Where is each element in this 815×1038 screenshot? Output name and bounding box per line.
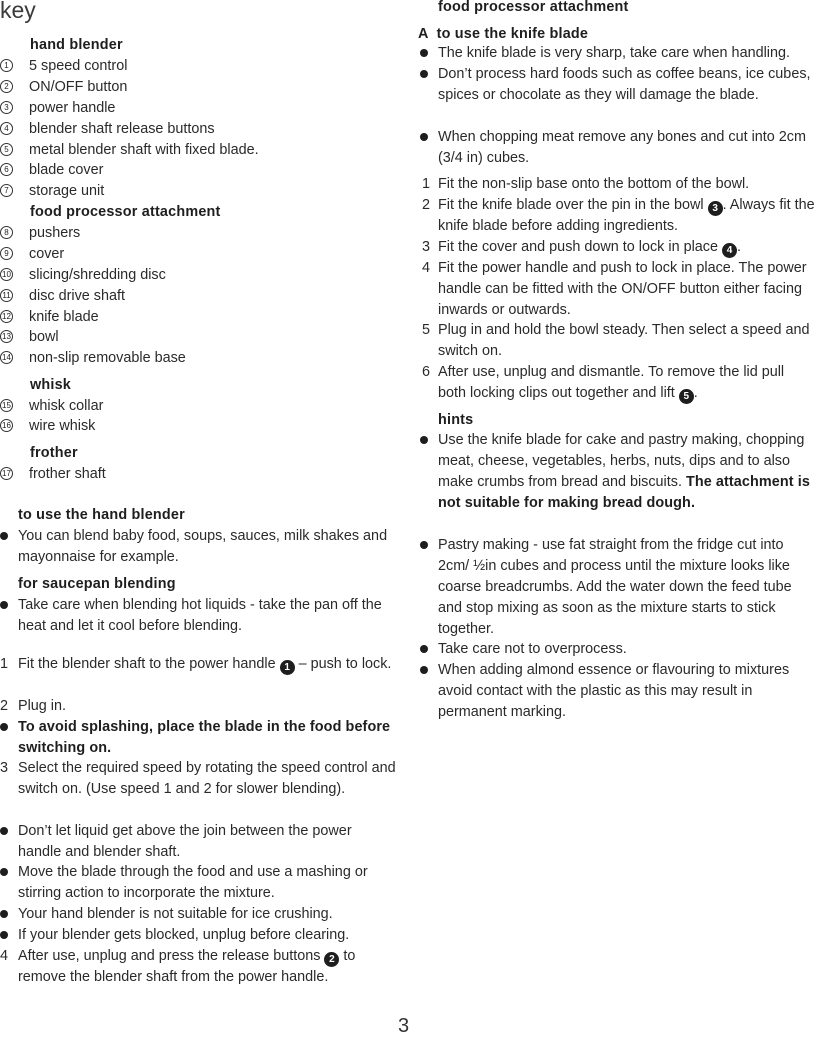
food-processor-key-heading: food processor attachment <box>30 204 221 220</box>
step-item <box>422 362 815 404</box>
key-item-label: storage unit <box>29 183 105 199</box>
bullet-text: Take care not to overprocess. <box>438 641 627 657</box>
key-item-label: non-slip removable base <box>29 350 186 366</box>
saucepan-heading: for saucepan blending <box>18 576 176 592</box>
key-item-label: slicing/shredding disc <box>29 267 166 283</box>
key-item-label: knife blade <box>29 309 99 325</box>
key-item-label: power handle <box>29 100 116 116</box>
key-item-label: bowl <box>29 329 59 345</box>
key-item-label: whisk collar <box>29 398 104 414</box>
bullet-item <box>438 64 815 106</box>
number-badge: 11 <box>0 289 13 302</box>
step-number: 2 <box>422 197 431 213</box>
hints-heading: hints <box>438 412 474 428</box>
bullet-text: Take care when blending hot liquids - take the pan off the heat and let it cool before blending. <box>18 597 382 634</box>
step-text: Fit the blender shaft to the power handle <box>18 656 280 672</box>
warning-text: To avoid splashing, place the blade in the food before switching on. <box>18 719 391 756</box>
bullet-text: Move the blade through the food and use a mashing or stirring action to incorporate the mixture. <box>18 864 368 901</box>
figure-ref-icon: 5 <box>679 389 694 404</box>
figure-ref-icon: 1 <box>280 660 295 675</box>
knife-blade-subheading <box>418 24 588 45</box>
bullet-item <box>18 717 396 759</box>
key-item-label: blender shaft release buttons <box>29 121 215 137</box>
bullet-item <box>18 526 396 568</box>
step-text: Fit the non-slip base onto the bottom of the bowl. <box>438 176 750 192</box>
key-item-label: disc drive shaft <box>29 288 125 304</box>
bullet-icon <box>420 70 428 78</box>
step-item <box>422 320 815 362</box>
step-text: Fit the power handle and push to lock in place. The power handle can be fitted with the ON/OFF button either facing inwards or outwards. <box>438 260 807 318</box>
bullet-item <box>438 430 815 514</box>
bullet-icon <box>420 133 428 141</box>
bullet-item <box>18 862 396 904</box>
figure-ref-icon: 4 <box>722 243 737 258</box>
key-item-label: frother shaft <box>29 466 106 482</box>
step-item <box>422 195 815 237</box>
bullet-icon <box>420 666 428 674</box>
bullet-icon <box>0 868 8 876</box>
number-badge: 16 <box>0 419 13 432</box>
key-item-label: metal blender shaft with fixed blade. <box>29 142 259 158</box>
step-text: After use, unplug and press the release buttons <box>18 948 325 964</box>
bullet-icon <box>420 436 428 444</box>
key-item-label: cover <box>29 246 65 262</box>
figure-ref-icon: 2 <box>324 952 339 967</box>
step-text-cont: . Always fit the knife blade before adding ingredients. <box>438 197 815 234</box>
step-item <box>422 174 815 195</box>
bullet-icon <box>0 723 8 731</box>
bullet-icon <box>0 827 8 835</box>
key-item-label: wire whisk <box>29 418 96 434</box>
bullet-item <box>438 660 815 723</box>
step-item <box>0 654 396 675</box>
bullet-text: Use the knife blade for cake and pastry making, chopping meat, cheese, vegetables, herbs, nuts, dips and to also make crumbs from bread and biscuits. <box>438 432 805 490</box>
bullet-item <box>18 925 396 946</box>
number-badge: 8 <box>0 226 13 239</box>
step-text: Plug in. <box>18 698 66 714</box>
step-number: 2 <box>0 698 9 714</box>
bullet-item <box>438 639 815 660</box>
bullet-icon <box>0 910 8 918</box>
step-text-cont: . <box>736 239 741 255</box>
step-number: 5 <box>422 322 431 338</box>
bullet-item <box>18 821 396 863</box>
bullet-text: If your blender gets blocked, unplug before clearing. <box>18 927 350 943</box>
bullet-icon <box>420 49 428 57</box>
key-item-label: blade cover <box>29 162 104 178</box>
step-text: Fit the knife blade over the pin in the bowl <box>438 197 708 213</box>
subheading-text: to use the knife blade <box>436 26 589 42</box>
number-badge: 13 <box>0 330 13 343</box>
step-number: 4 <box>422 260 431 276</box>
page-number: 3 <box>398 1015 410 1037</box>
bullet-text: Don’t process hard foods such as coffee beans, ice cubes, spices or chocolate as they will damage the blade. <box>438 66 811 103</box>
step-item <box>422 237 815 258</box>
step-text: Select the required speed by rotating the speed control and switch on. (Use speed 1 and 2 for slower blending). <box>18 760 396 797</box>
number-badge: 6 <box>0 163 13 176</box>
number-badge: 10 <box>0 268 13 281</box>
step-number: 3 <box>422 239 431 255</box>
bullet-text: Your hand blender is not suitable for ice crushing. <box>18 906 333 922</box>
number-badge: 5 <box>0 143 13 156</box>
step-item <box>0 696 396 717</box>
step-number: 4 <box>0 948 9 964</box>
step-number: 3 <box>0 760 9 776</box>
food-processor-heading: food processor attachment <box>438 0 629 15</box>
step-text-cont: . <box>693 384 698 401</box>
step-item <box>0 758 396 800</box>
bullet-item <box>18 595 396 637</box>
number-badge: 7 <box>0 184 13 197</box>
warning-text: The attachment is not suitable for making bread dough. <box>438 473 810 511</box>
bullet-text: When chopping meat remove any bones and cut into 2cm (3/4 in) cubes. <box>438 129 806 166</box>
number-badge: 2 <box>0 80 13 93</box>
figure-ref-icon: 3 <box>708 201 723 216</box>
step-text: Fit the cover and push down to lock in place <box>438 239 722 255</box>
bullet-text: When adding almond essence or flavouring to mixtures avoid contact with the plastic as this may result in permanent marking. <box>438 662 790 720</box>
number-badge: 4 <box>0 122 13 135</box>
step-number: 6 <box>422 364 431 380</box>
bullet-text: Pastry making - use fat straight from the fridge cut into 2cm/ ½in cubes and process until the mixture looks like coarse breadcrumbs. Add the water down the feed tube and stop mixing as soon as the mixture starts to stick together. <box>438 537 792 637</box>
whisk-heading: whisk <box>30 377 71 393</box>
step-number: 1 <box>422 176 431 192</box>
hand-blender-usage-heading: to use the hand blender <box>18 507 185 523</box>
bullet-text: You can blend baby food, soups, sauces, milk shakes and mayonnaise for example. <box>18 528 388 565</box>
step-item <box>422 258 815 321</box>
bullet-item <box>18 904 396 925</box>
number-badge: 15 <box>0 399 13 412</box>
bullet-icon <box>0 601 8 609</box>
bullet-item <box>438 43 815 64</box>
key-item-label: pushers <box>29 225 81 241</box>
step-text-cont: – push to lock. <box>294 656 392 672</box>
key-title: key <box>0 0 36 23</box>
number-badge: 1 <box>0 59 13 72</box>
bullet-icon <box>0 532 8 540</box>
key-item-label: ON/OFF button <box>29 79 128 95</box>
key-item-label: 5 speed control <box>29 58 128 74</box>
bullet-text: The knife blade is very sharp, take care when handling. <box>438 45 790 61</box>
step-item <box>0 946 396 988</box>
bullet-icon <box>420 645 428 653</box>
hand-blender-heading: hand blender <box>30 37 123 53</box>
number-badge: 3 <box>0 101 13 114</box>
bullet-icon <box>0 931 8 939</box>
bullet-text: Don’t let liquid get above the join between the power handle and blender shaft. <box>18 823 352 860</box>
step-text: Plug in and hold the bowl steady. Then select a speed and switch on. <box>438 322 810 359</box>
subheading-letter: A <box>418 26 429 42</box>
number-badge: 9 <box>0 247 13 260</box>
bullet-item <box>438 535 815 640</box>
number-badge: 14 <box>0 351 13 364</box>
frother-heading: frother <box>30 445 78 461</box>
number-badge: 12 <box>0 310 13 323</box>
number-badge: 17 <box>0 467 13 480</box>
bullet-item <box>438 127 815 169</box>
bullet-icon <box>420 541 428 549</box>
step-text-cont: to remove the blender shaft from the power handle. <box>18 948 356 985</box>
step-text: After use, unplug and dismantle. To remove the lid pull both locking clips out together and lift <box>438 364 785 401</box>
step-number: 1 <box>0 656 9 672</box>
